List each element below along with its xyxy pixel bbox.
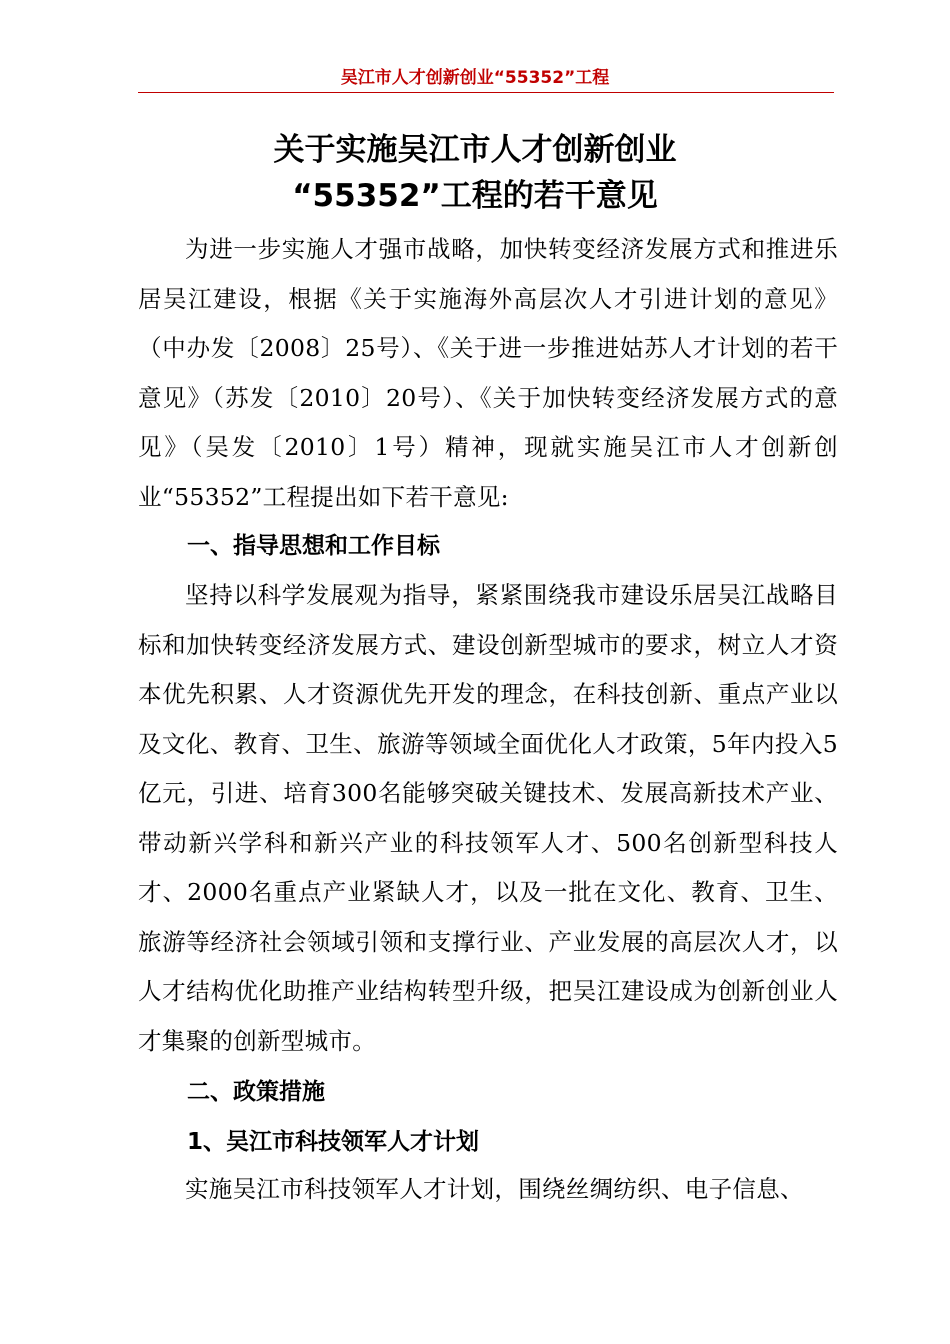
section-1-body xyxy=(138,571,838,1066)
section-1-heading: 一、指导思想和工作目标 xyxy=(187,533,440,559)
running-header: 吴江市人才创新创业“55352”工程 xyxy=(340,68,610,88)
section-2-paragraph: 实施吴江市科技领军人才计划，围绕丝绸纺织、电子信息、 xyxy=(185,1175,804,1203)
intro-paragraph-block xyxy=(138,225,838,522)
intro-paragraph: 为进一步实施人才强市战略，加快转变经济发展方式和推进乐居吴江建设，根据《关于实施海外高层次人才引进计划的意见》（中办发〔2008〕25号）、《关于进一步推进姑苏人才计划的若干意见》（苏发〔2010〕20号）、《关于加快转变经济发展方式的意见》（吴发〔2010〕1号）精神，现就实施吴江市人才创新创业“55352”工程提出如下若干意见: xyxy=(138,235,838,511)
section-2-heading: 二、政策措施 xyxy=(187,1079,325,1105)
document-title-line-2: “55352”工程的若干意见 xyxy=(292,178,658,214)
subsection-1-heading: 1、吴江市科技领军人才计划 xyxy=(187,1129,480,1155)
section-1-paragraph: 坚持以科学发展观为指导，紧紧围绕我市建设乐居吴江战略目标和加快转变经济发展方式、建设创新型城市的要求，树立人才资本优先积累、人才资源优先开发的理念，在科技创新、重点产业以及文化、教育、卫生、旅游等领域全面优化人才政策，5年内投入5亿元，引进、培育300名能够突破关键技术、发展高新技术产业、带动新兴学科和新兴产业的科技领军人才、500名创新型科技人才、2000名重点产业紧缺人才，以及一批在文化、教育、卫生、旅游等经济社会领域引领和支撑行业、产业发展的高层次人才，以人才结构优化助推产业结构转型升级，把吴江建设成为创新创业人才集聚的创新型城市。 xyxy=(138,581,838,1055)
section-2-body xyxy=(138,1165,838,1215)
header-rule xyxy=(138,92,834,93)
document-title-line-1: 关于实施吴江市人才创新创业 xyxy=(273,132,677,168)
